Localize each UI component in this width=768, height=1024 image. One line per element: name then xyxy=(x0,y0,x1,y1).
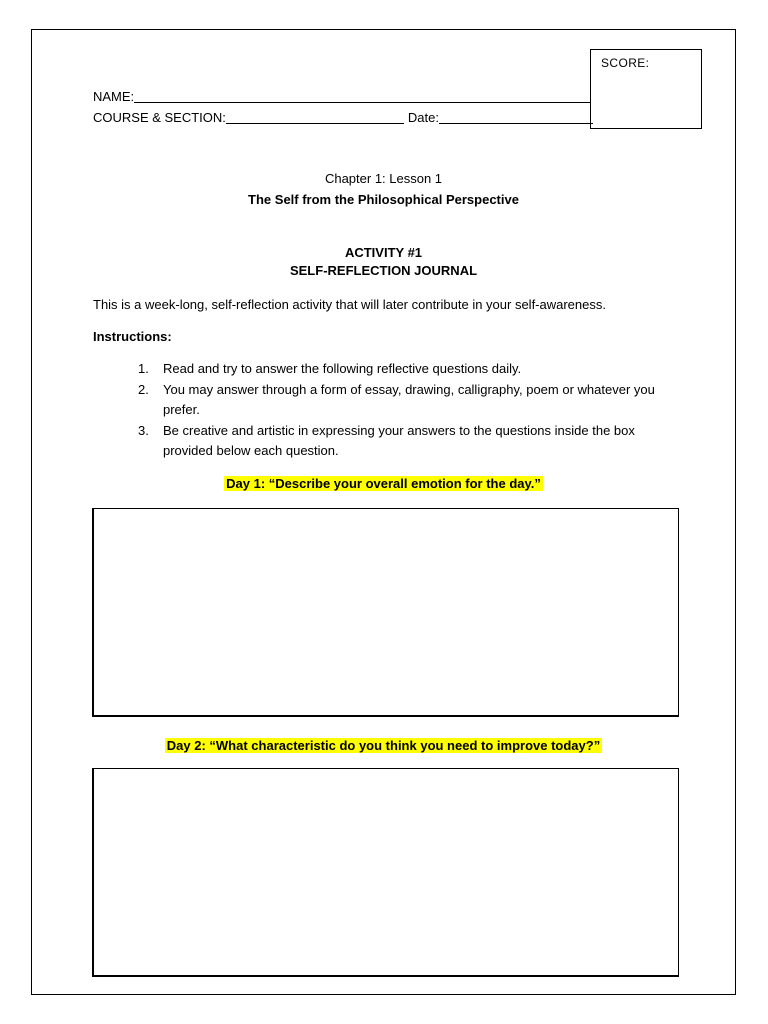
instructions-heading: Instructions: xyxy=(93,329,172,344)
course-section-field[interactable] xyxy=(226,110,404,124)
day-2-prompt-text: Day 2: “What characteristic do you think you need to improve today?” xyxy=(166,738,601,753)
instructions-list xyxy=(138,359,678,462)
day-1-prompt-text: Day 1: “Describe your overall emotion for the day.” xyxy=(226,476,541,491)
date-label: Date: xyxy=(407,110,439,125)
date-field[interactable] xyxy=(439,110,593,124)
instruction-number: 1. xyxy=(138,361,149,376)
instruction-text: Read and try to answer the following reflective questions daily. xyxy=(163,361,522,376)
lesson-title: The Self from the Philosophical Perspective xyxy=(248,192,519,207)
instruction-text: You may answer through a form of essay, drawing, calligraphy, poem or whatever you prefer. xyxy=(163,381,655,418)
day-2-answer-box[interactable] xyxy=(92,768,679,977)
score-box[interactable] xyxy=(590,49,702,129)
instruction-text: Be creative and artistic in expressing your answers to the questions inside the box provided below each question. xyxy=(163,422,635,459)
instruction-item xyxy=(138,359,678,380)
day-2-prompt xyxy=(31,738,736,753)
intro-paragraph: This is a week-long, self-reflection activity that will later contribute in your self-awareness. xyxy=(93,297,606,312)
day-1-answer-box[interactable] xyxy=(92,508,679,717)
instruction-number: 3. xyxy=(138,422,149,438)
chapter-heading: Chapter 1: Lesson 1 xyxy=(324,171,443,186)
instruction-item xyxy=(138,380,678,421)
day-1-prompt xyxy=(31,476,736,491)
name-label: NAME: xyxy=(93,89,135,104)
instruction-number: 2. xyxy=(138,381,149,397)
instruction-item xyxy=(138,421,678,462)
activity-number: ACTIVITY #1 xyxy=(344,245,423,260)
name-field-row xyxy=(93,89,590,104)
score-label: SCORE: xyxy=(601,56,650,70)
activity-name: SELF-REFLECTION JOURNAL xyxy=(289,263,478,278)
course-section-label: COURSE & SECTION: xyxy=(93,110,226,125)
name-field[interactable] xyxy=(134,89,590,103)
course-date-field-row xyxy=(93,110,593,125)
